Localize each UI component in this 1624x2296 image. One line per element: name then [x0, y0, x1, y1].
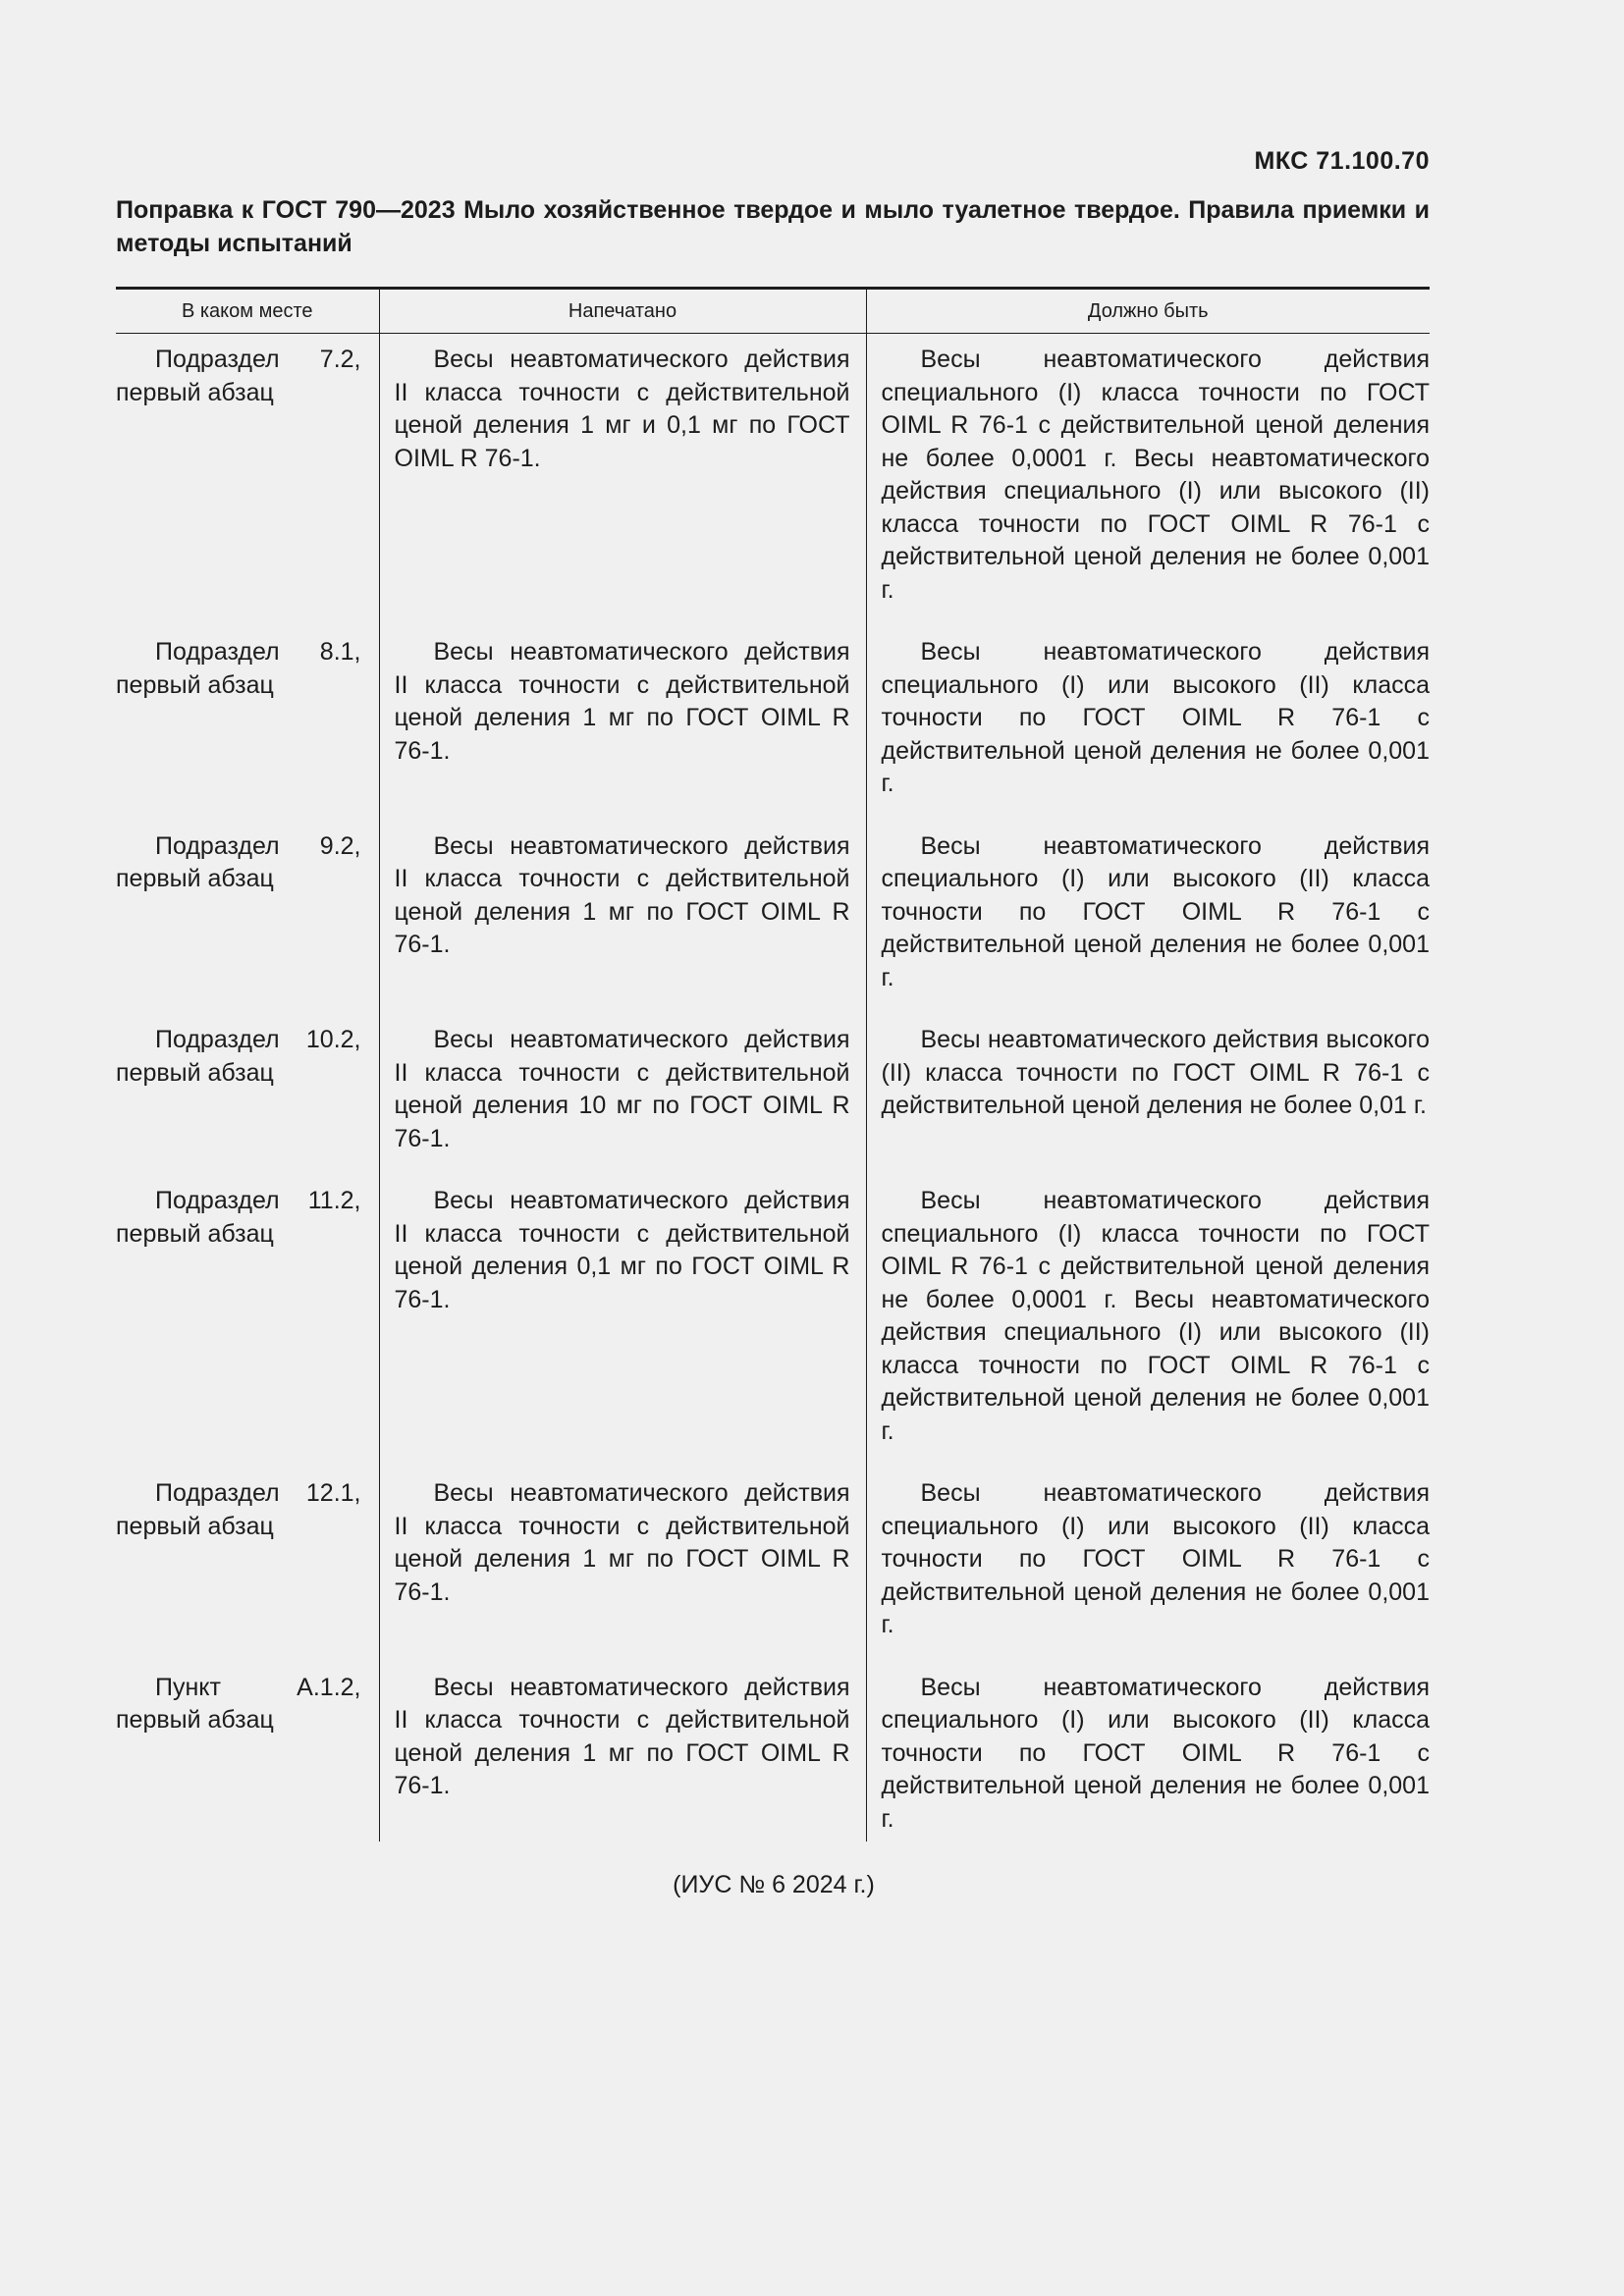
table-row: [116, 1662, 1430, 1842]
location-text: Подраздел 11.2, первый абзац: [116, 1187, 361, 1248]
location-cell: [116, 1014, 379, 1175]
should-be-cell: [866, 821, 1430, 1015]
printed-text: Весы неавтоматического действия II класса точности с действительной ценой деления 1 мг по ГОСТ OIML R 76-1.: [394, 1479, 850, 1606]
location-text: Подраздел 10.2, первый абзац: [116, 1026, 361, 1087]
location-cell: [116, 821, 379, 1015]
mks-code: МКС 71.100.70: [1254, 147, 1430, 175]
location-text: Подраздел 8.1, первый абзац: [116, 638, 361, 699]
location-cell: [116, 334, 379, 627]
column-header-should-be: Должно быть: [866, 289, 1430, 334]
printed-text: Весы неавтоматического действия II класса точности с действительной ценой деления 1 мг по ГОСТ OIML R 76-1.: [394, 831, 850, 958]
printed-cell: [379, 1468, 866, 1662]
location-cell: [116, 1468, 379, 1662]
table-row: [116, 1468, 1430, 1662]
location-text: Пункт А.1.2, первый абзац: [116, 1673, 361, 1734]
table-header-row: [116, 289, 1430, 334]
printed-text: Весы неавтоматического действия II класса точности с действительной ценой деления 1 мг и 0,1 мг по ГОСТ OIML R 76-1.: [394, 346, 850, 472]
table-row: [116, 1014, 1430, 1175]
printed-cell: [379, 1662, 866, 1842]
printed-text: Весы неавтоматического действия II класса точности с действительной ценой деления 10 мг по ГОСТ OIML R 76-1.: [394, 1026, 850, 1152]
should-be-cell: [866, 1175, 1430, 1468]
printed-cell: [379, 1014, 866, 1175]
should-be-cell: [866, 334, 1430, 627]
should-be-cell: [866, 1014, 1430, 1175]
location-text: Подраздел 12.1, первый абзац: [116, 1479, 361, 1540]
location-text: Подраздел 9.2, первый абзац: [116, 831, 361, 892]
amendment-title: Поправка к ГОСТ 790—2023 Мыло хозяйственное твердое и мыло туалетное твердое. Правила приемки и методы испытаний: [116, 196, 1430, 257]
should-be-text: Весы неавтоматического действия специального (I) или высокого (II) класса точности по ГОСТ OIML R 76-1 с действительной ценой деления не более 0,001 г.: [881, 831, 1430, 991]
should-be-text: Весы неавтоматического действия высокого (II) класса точности по ГОСТ OIML R 76-1 с действительной ценой деления не более 0,01 г.: [881, 1026, 1430, 1119]
location-cell: [116, 1662, 379, 1842]
ius-reference: (ИУС № 6 2024 г.): [673, 1871, 875, 1898]
location-cell: [116, 626, 379, 821]
printed-cell: [379, 626, 866, 821]
amendment-table: [116, 287, 1430, 1842]
should-be-text: Весы неавтоматического действия специального (I) или высокого (II) класса точности по ГОСТ OIML R 76-1 с действительной ценой деления не более 0,001 г.: [881, 1673, 1430, 1833]
printed-cell: [379, 334, 866, 627]
should-be-cell: [866, 626, 1430, 821]
should-be-text: Весы неавтоматического действия специального (I) класса точности по ГОСТ OIML R 76-1 с действительной ценой деления не более 0,0001 г. Весы неавтоматического действия специального (I) или высокого (II) класса точности по ГОСТ OIML R 76-1 с действительной ценой деления не более 0,001 г.: [881, 346, 1430, 604]
location-cell: [116, 1175, 379, 1468]
should-be-cell: [866, 1662, 1430, 1842]
printed-text: Весы неавтоматического действия II класса точности с действительной ценой деления 1 мг по ГОСТ OIML R 76-1.: [394, 1673, 850, 1799]
table-row: [116, 626, 1430, 821]
should-be-text: Весы неавтоматического действия специального (I) или высокого (II) класса точности по ГОСТ OIML R 76-1 с действительной ценой деления не более 0,001 г.: [881, 638, 1430, 797]
should-be-cell: [866, 1468, 1430, 1662]
amendment-table-container: [116, 287, 1430, 1842]
column-header-printed: Напечатано: [379, 289, 866, 334]
table-row: [116, 821, 1430, 1015]
printed-cell: [379, 821, 866, 1015]
table-row: [116, 334, 1430, 627]
printed-text: Весы неавтоматического действия II класса точности с действительной ценой деления 0,1 мг по ГОСТ OIML R 76-1.: [394, 1187, 850, 1313]
table-row: [116, 1175, 1430, 1468]
printed-text: Весы неавтоматического действия II класса точности с действительной ценой деления 1 мг по ГОСТ OIML R 76-1.: [394, 638, 850, 765]
column-header-location: В каком месте: [116, 289, 379, 334]
printed-cell: [379, 1175, 866, 1468]
should-be-text: Весы неавтоматического действия специального (I) класса точности по ГОСТ OIML R 76-1 с действительной ценой деления не более 0,0001 г. Весы неавтоматического действия специального (I) или высокого (II) класса точности по ГОСТ OIML R 76-1 с действительной ценой деления не более 0,001 г.: [881, 1187, 1430, 1445]
should-be-text: Весы неавтоматического действия специального (I) или высокого (II) класса точности по ГОСТ OIML R 76-1 с действительной ценой деления не более 0,001 г.: [881, 1479, 1430, 1638]
location-text: Подраздел 7.2, первый абзац: [116, 346, 361, 406]
